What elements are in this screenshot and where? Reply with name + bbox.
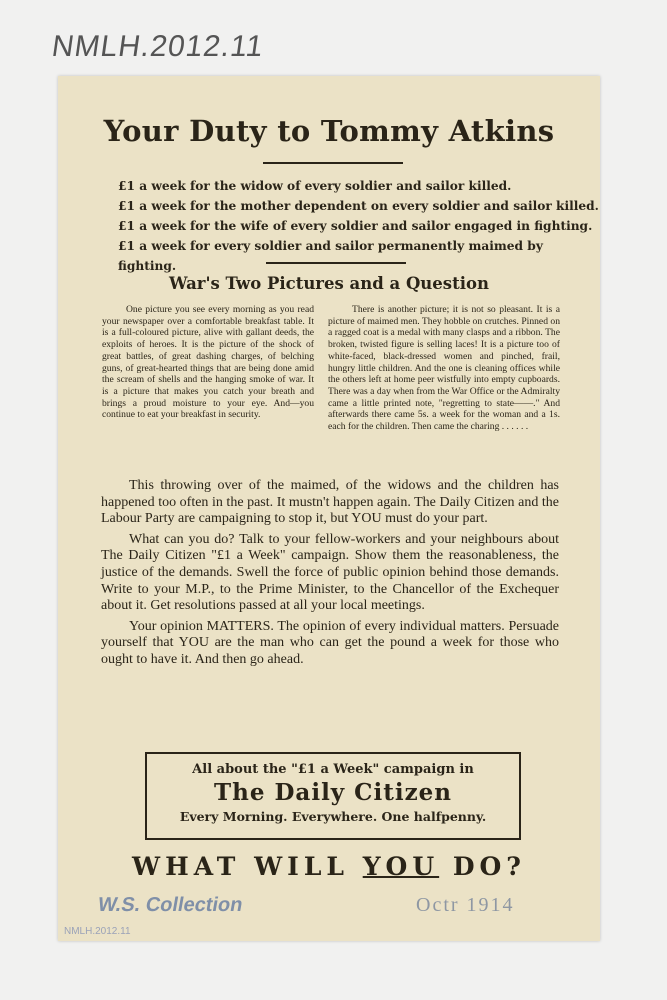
cta-text: DO? [439,852,526,881]
right-column-text: There is another picture; it is not so pleasant. It is a picture of maimed men. They hobble on crutches. Pinned on a ragged coat is a medal with many clasps and a ribbon. The broken, twisted figure is selling laces! It is a picture too of white-faced, black-dressed women and pinched, frail, hungry little children. And the one is cleaning offices while the others left at home peer wistfully into empty cupboards. There was a day when from the War Office or the Admiralty came a little printed note, "regretting to state——." And afterwards there came 5s. a week for the woman and a 1s. each for the children. Then came the charing . . . . . . [328,304,560,433]
box-line1: All about the "£1 a Week" campaign in [192,762,474,777]
date-stamp: Octr 1914 [416,894,515,916]
small-archive-reference: NMLH.2012.11 [64,926,131,937]
section-subtitle: War's Two Pictures and a Question [168,274,489,293]
archive-reference: NMLH.2012.11 [49,30,266,63]
paragraph: Your opinion MATTERS. The opinion of every individual matters. Persuade yourself that YOU are the man who can get the pound a week for those who ought to have it. And then go ahead. [101,618,559,667]
main-body [101,478,559,673]
cta-text: WHAT WILL [132,852,363,881]
divider [266,262,406,264]
pledge-list [118,176,600,276]
box-line3: Every Morning. Everywhere. One halfpenny. [179,809,487,824]
call-to-action [58,852,600,881]
leaflet-title: Your Duty to Tommy Atkins [103,114,555,148]
pledge: £1 a week for the wife of every soldier and sailor engaged in fighting. [118,219,593,233]
campaign-box [145,752,521,840]
divider [263,162,403,164]
paragraph: What can you do? Talk to your fellow-workers and your neighbours about The Daily Citizen "£1 a Week" campaign. Show them the reasonableness, the justice of the demands. Swell the force of public opinion behind those demands. Write to your M.P., to the Prime Minister, to the Chancellor of the Exchequer about it. Get resolutions passed at all your local meetings. [101,531,559,614]
left-column-text: One picture you see every morning as you read your newspaper over a comfortable breakfast table. It is a full-coloured picture, alive with gallant deeds, the exploits of heroes. It is the picture of the shock of great battles, of great dashing charges, of belching guns, of great-hearted things that are being done amid the scream of shells and the hanging smoke of war. It is a picture that makes you catch your breath and brings a proud moisture to your eye. And—you continue to eat your breakfast in security. [102,304,314,421]
pledge: £1 a week for the mother dependent on every soldier and sailor killed. [118,199,599,213]
pledge: £1 a week for every soldier and sailor permanently maimed by fighting. [118,239,543,273]
pledge: £1 a week for the widow of every soldier and sailor killed. [118,179,512,193]
leaflet [58,76,600,941]
right-column [328,304,560,433]
cta-emphasis: YOU [362,852,440,881]
left-column [102,304,314,421]
newspaper-name: The Daily Citizen [214,779,452,806]
collection-stamp: W.S. Collection [96,894,245,916]
paragraph: This throwing over of the maimed, of the widows and the children has happened too often in the past. It mustn't happen again. The Daily Citizen and the Labour Party are campaigning to stop it, but YOU must do your part. [101,478,559,527]
